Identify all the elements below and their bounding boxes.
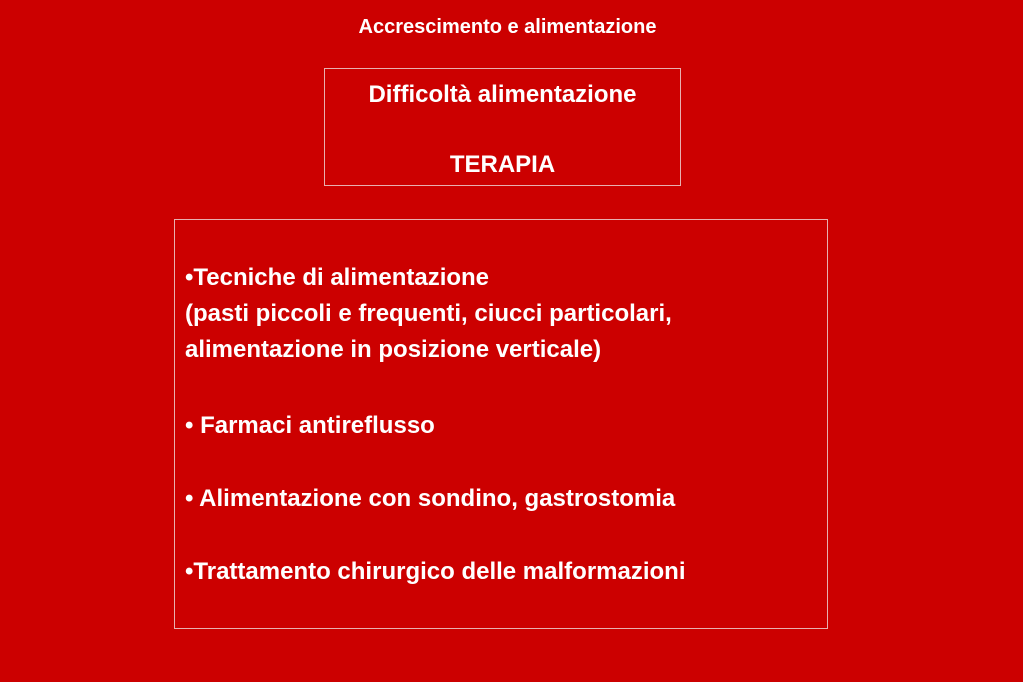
list-item-feeding-techniques-detail-2: alimentazione in posizione verticale): [185, 336, 602, 363]
slide-title: Accrescimento e alimentazione: [358, 16, 657, 38]
list-item-feeding-techniques: •Tecniche di alimentazione: [185, 264, 490, 291]
list-item-feeding-techniques-detail-1: (pasti piccoli e frequenti, ciucci particolari,: [185, 300, 672, 327]
list-item-antireflux-drugs: • Farmaci antireflusso: [185, 412, 435, 439]
list-item-tube-feeding: • Alimentazione con sondino, gastrostomia: [185, 485, 676, 512]
heading-therapy-label: TERAPIA: [449, 151, 556, 178]
list-item-surgical-treatment: •Trattamento chirurgico delle malformazioni: [185, 558, 686, 585]
heading-box: [324, 68, 681, 186]
heading-subtitle: Difficoltà alimentazione: [368, 81, 637, 108]
therapy-list-box: [174, 219, 828, 629]
